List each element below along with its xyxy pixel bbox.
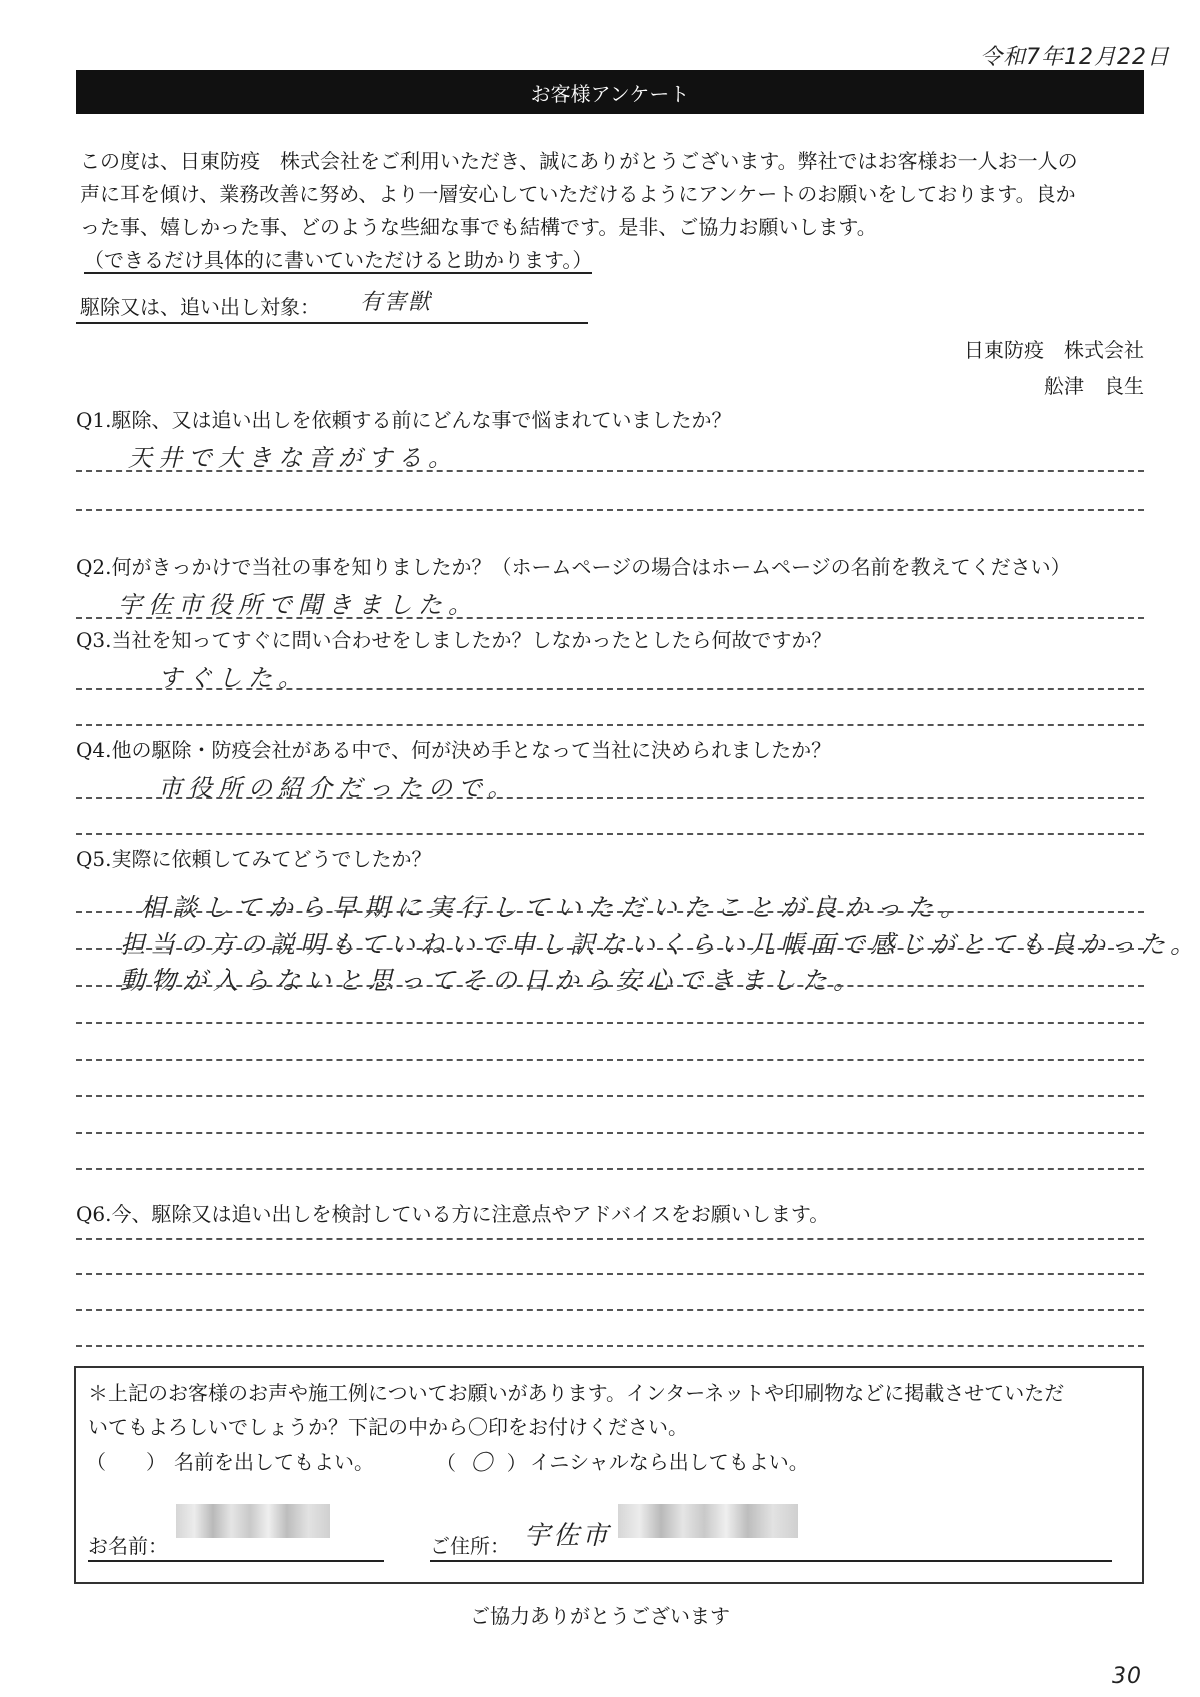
answer-line bbox=[76, 948, 1144, 950]
answer-line bbox=[76, 688, 1144, 690]
address-underline bbox=[430, 1560, 1112, 1562]
answer-line bbox=[76, 1345, 1144, 1347]
answer-line bbox=[76, 1022, 1144, 1024]
page-number: 30 bbox=[1112, 1664, 1142, 1689]
option-initials-mark: 〇 bbox=[470, 1451, 493, 1476]
question-6: Q6.今、駆除又は追い出しを検討している方に注意点やアドバイスをお願いします。 bbox=[76, 1202, 830, 1226]
answer-line bbox=[76, 1095, 1144, 1097]
option-initials-label: イニシャルなら出してもよい。 bbox=[530, 1450, 809, 1474]
answer-line bbox=[76, 1309, 1144, 1311]
name-label: お名前： bbox=[88, 1534, 168, 1558]
answer-4-line-1: 市役所の紹介だったので。 bbox=[158, 774, 518, 802]
question-3: Q3.当社を知ってすぐに問い合わせをしましたか？しなかったとしたら何故ですか？ bbox=[76, 628, 832, 652]
company-person: 舩津 良生 bbox=[1044, 374, 1144, 398]
option-name-paren: （ ） bbox=[86, 1450, 166, 1474]
answer-1-line-1: 天井で大きな音がする。 bbox=[128, 444, 458, 472]
address-city-handwritten: 宇佐市 bbox=[524, 1521, 612, 1551]
answer-line bbox=[76, 1273, 1144, 1275]
answer-line bbox=[76, 1168, 1144, 1170]
consent-line-1: ＊上記のお客様のお声や施工例についてお願いがあります。インターネットや印刷物などに掲載させていただ bbox=[88, 1381, 1065, 1405]
redacted-name bbox=[176, 1504, 330, 1538]
answer-line bbox=[76, 1238, 1144, 1240]
question-5: Q5.実際に依頼してみてどうでしたか？ bbox=[76, 847, 432, 871]
question-2: Q2.何がきっかけで当社の事を知りましたか？（ホームページの場合はホームページの名前を教えてください） bbox=[76, 555, 1071, 579]
redacted-address bbox=[618, 1504, 798, 1538]
intro-line-1: この度は、日東防疫 株式会社をご利用いただき、誠にありがとうございます。弊社ではお客様お一人お一人の bbox=[80, 149, 1078, 173]
target-label: 駆除又は、追い出し対象： bbox=[80, 295, 320, 319]
answer-line bbox=[76, 724, 1144, 726]
answer-3-line-1: すぐした。 bbox=[158, 664, 308, 692]
answer-2-line-1: 宇佐市役所で聞きました。 bbox=[118, 591, 478, 619]
answer-line bbox=[76, 1059, 1144, 1061]
option-name-checkbox[interactable] bbox=[86, 1446, 166, 1475]
target-underline bbox=[76, 322, 588, 324]
answer-5-line-2: 担当の方の説明もていねいで申し訳ないくらい几帳面で感じがとても良かった。 bbox=[120, 930, 1200, 959]
address-label: ご住所： bbox=[430, 1534, 510, 1558]
answer-line bbox=[76, 617, 1144, 619]
answer-line bbox=[76, 833, 1144, 835]
intro-line-2: 声に耳を傾け、業務改善に努め、より一層安心していただけるようにアンケートのお願いをしております。良か bbox=[80, 182, 1076, 206]
answer-5-line-1: 相談してから早期に実行していただいたことが良かった。 bbox=[140, 893, 973, 922]
answer-line bbox=[76, 509, 1144, 511]
intro-note: （できるだけ具体的に書いていただけると助かります。） bbox=[84, 248, 593, 272]
company-name: 日東防疫 株式会社 bbox=[964, 338, 1144, 362]
answer-line bbox=[76, 985, 1144, 987]
name-underline bbox=[88, 1560, 384, 1562]
footer-thanks: ご協力ありがとうございます bbox=[470, 1604, 730, 1628]
answer-line bbox=[76, 797, 1144, 799]
target-value-handwritten: 有害獣 bbox=[360, 290, 433, 315]
question-1: Q1.駆除、又は追い出しを依頼する前にどんな事で悩まれていましたか？ bbox=[76, 408, 732, 432]
handwritten-date: 令和7年12月22日 bbox=[980, 45, 1170, 70]
option-initials-close-paren: ） bbox=[506, 1451, 527, 1475]
option-initials-checkbox[interactable] bbox=[436, 1446, 527, 1477]
survey-title: お客様アンケート bbox=[530, 81, 690, 106]
answer-line bbox=[76, 1132, 1144, 1134]
answer-line bbox=[76, 470, 1144, 472]
intro-paragraph bbox=[80, 145, 1140, 277]
intro-line-3: った事、嬉しかった事、どのような些細な事でも結構です。是非、ご協力お願いします。 bbox=[80, 215, 877, 239]
answer-5-line-3: 動物が入らないと思ってその日から安心できました。 bbox=[120, 966, 865, 995]
answer-line bbox=[76, 911, 1144, 913]
question-4: Q4.他の駆除・防疫会社がある中で、何が決め手となって当社に決められましたか？ bbox=[76, 738, 832, 762]
consent-line-2: いてもよろしいでしょうか？下記の中から〇印をお付けください。 bbox=[88, 1415, 688, 1439]
option-initials-open-paren: （ bbox=[436, 1451, 456, 1475]
option-name-label: 名前を出してもよい。 bbox=[174, 1450, 374, 1474]
survey-title-bar bbox=[76, 70, 1144, 114]
